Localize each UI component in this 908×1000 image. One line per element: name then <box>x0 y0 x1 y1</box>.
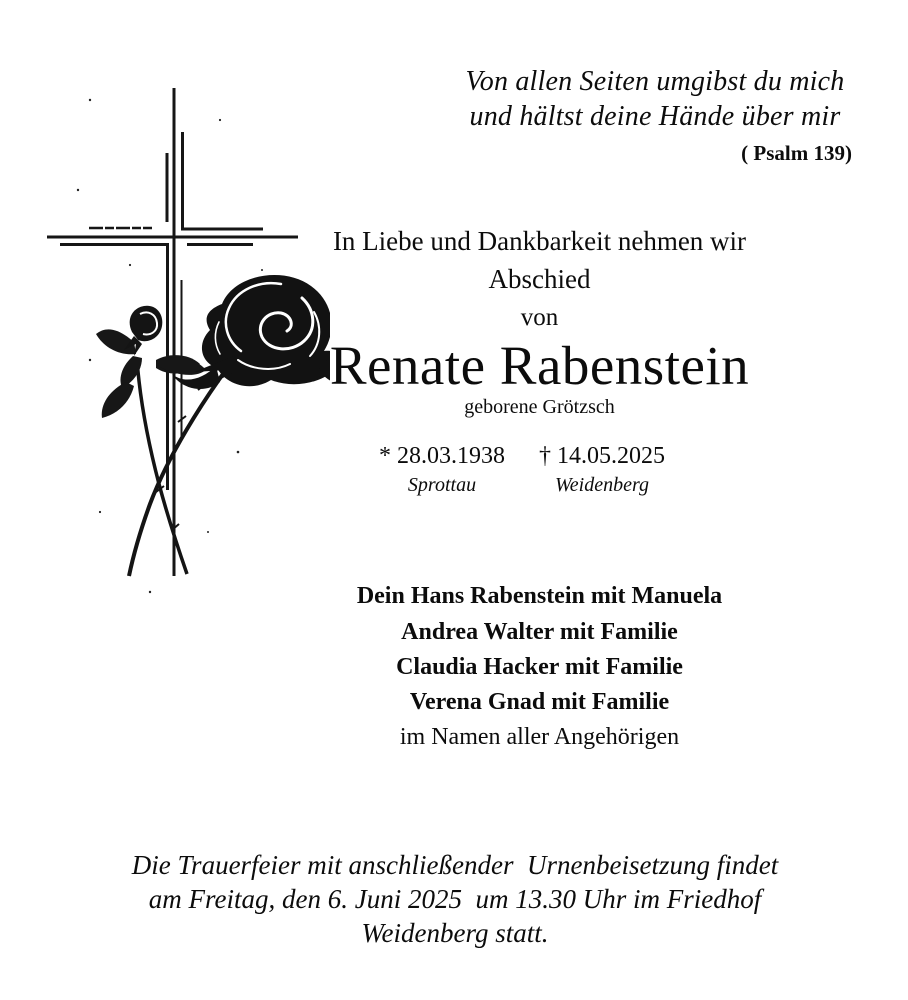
rose-stems <box>129 360 231 576</box>
death-date: † 14.05.2025 <box>539 443 665 469</box>
dates-row <box>372 443 672 497</box>
maiden-name: geborene Grötzsch <box>464 396 615 418</box>
quote-line-2: und hältst deine Hände über mir <box>469 101 841 132</box>
mourner-line: Dein Hans Rabenstein mit Manuela <box>356 583 723 609</box>
quote-source: ( Psalm 139) <box>741 141 852 165</box>
birth-place: Sprottau <box>407 474 477 496</box>
intro-line-3: von <box>520 304 559 331</box>
rose-leaves <box>96 329 206 418</box>
cross-rose-illustration <box>30 60 330 600</box>
quote-line-1: Von allen Seiten umgibst du mich <box>465 66 845 97</box>
birth-column <box>372 443 512 497</box>
death-place: Weidenberg <box>554 474 650 496</box>
funeral-line-3: Weidenberg statt. <box>361 918 549 948</box>
intro-line-2: Abschied <box>488 264 591 294</box>
deceased-name: Renate Rabenstein <box>329 335 750 396</box>
death-column <box>532 443 672 497</box>
rose-bloom <box>172 275 330 389</box>
mourner-line: Andrea Walter mit Familie <box>401 619 678 645</box>
funeral-line-2: am Freitag, den 6. Juni 2025 um 13.30 Uhr im Friedhof <box>148 884 762 914</box>
mourner-line: Claudia Hacker mit Familie <box>396 654 683 680</box>
funeral-info <box>110 848 800 950</box>
mourner-line: Verena Gnad mit Familie <box>409 689 670 715</box>
funeral-line-1: Die Trauerfeier mit anschließender Urnenbeisetzung findet <box>131 850 779 880</box>
intro-line-1: In Liebe und Dankbarkeit nehmen wir <box>332 226 747 256</box>
mourners-closing: im Namen aller Angehörigen <box>399 724 680 750</box>
birth-date: * 28.03.1938 <box>379 443 505 469</box>
scripture-quote <box>440 64 870 166</box>
